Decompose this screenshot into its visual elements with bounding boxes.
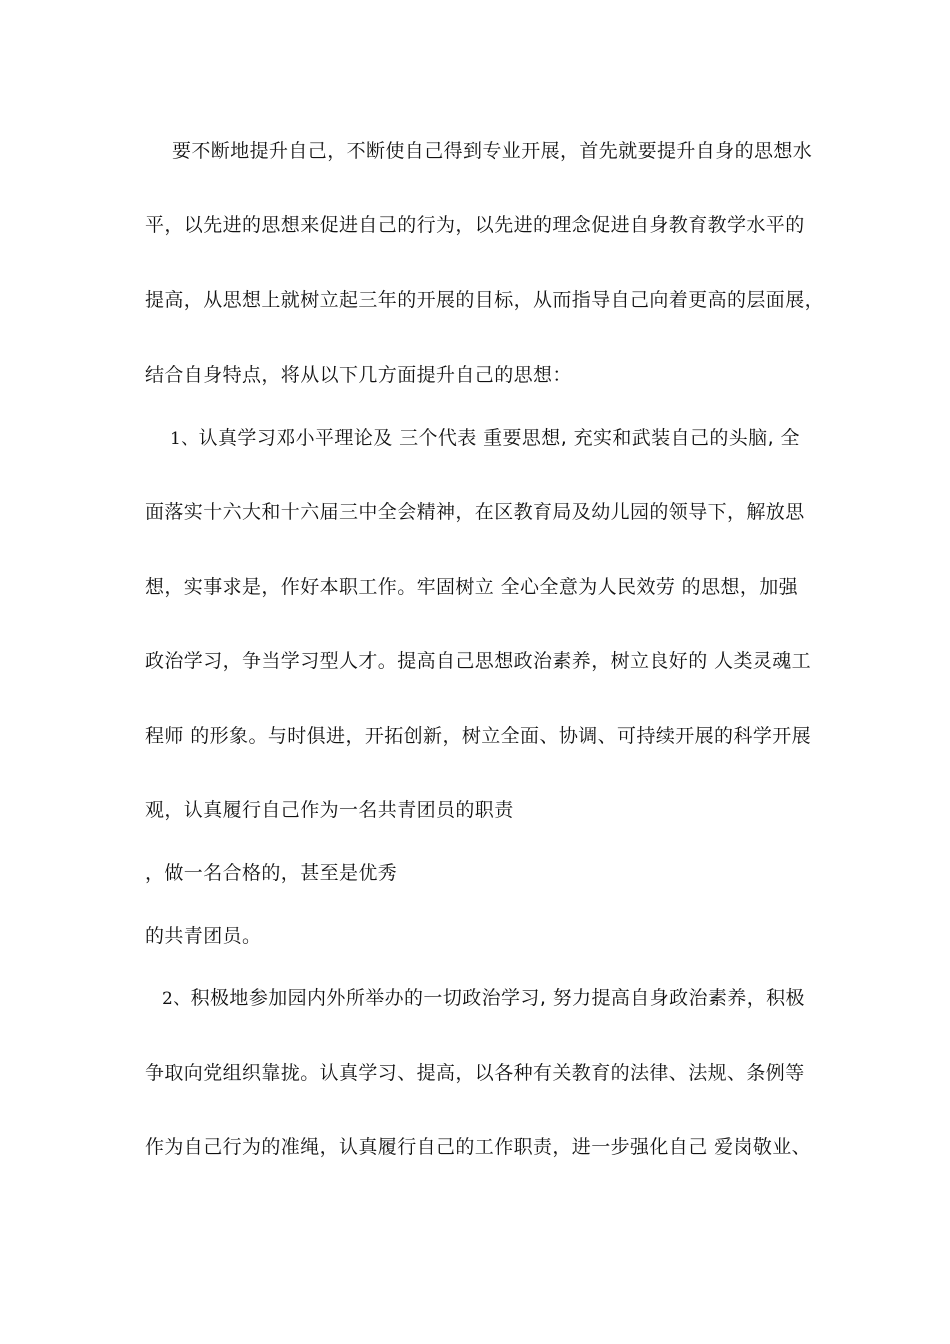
item-2-text: 积极地参加园内外所举办的一切政治学习, 努力提高自身政治素养，积极	[190, 987, 805, 1009]
paragraph-intro-line-2: 平，以先进的思想来促进自己的行为，以先进的理念促进自身教育教学水平的	[145, 214, 805, 236]
paragraph-intro-line-4: 结合自身特点，将从以下几方面提升自己的思想：	[145, 364, 572, 386]
item-1-number: 1、	[170, 429, 199, 449]
paragraph-intro-line-1: 要不断地提升自己，不断使自己得到专业开展，首先就要提升自身的思想水	[172, 140, 813, 162]
item-1-line-6: 观，认真履行自己作为一名共青团员的职责	[145, 799, 514, 821]
item-1-line-5: 程师 的形象。与时俱进，开拓创新，树立全面、协调、可持续开展的科学开展	[145, 725, 812, 747]
item-1-line-2: 面落实十六大和十六届三中全会精神，在区教育局及幼儿园的领导下，解放思	[145, 501, 805, 523]
item-2-number: 2、	[162, 989, 191, 1009]
item-1-line-3: 想，实事求是，作好本职工作。牢固树立 全心全意为人民效劳 的思想，加强	[145, 576, 799, 598]
item-2-line-1	[162, 985, 805, 1012]
item-1-line-1	[170, 425, 800, 452]
item-1-line-7: ，做一名合格的，甚至是优秀	[145, 862, 398, 884]
item-2-line-2: 争取向党组织靠拢。认真学习、提高，以各种有关教育的法律、法规、条例等	[145, 1062, 805, 1084]
paragraph-intro-line-3: 提高，从思想上就树立起三年的开展的目标，从而指导自己向着更高的层面展，	[145, 289, 825, 311]
item-1-line-8: 的共青团员。	[145, 925, 262, 947]
item-2-line-3: 作为自己行为的准绳，认真履行自己的工作职责，进一步强化自己 爱岗敬业、	[145, 1136, 812, 1158]
item-1-text: 认真学习邓小平理论及 三个代表 重要思想, 充实和武装自己的头脑, 全	[198, 427, 800, 449]
item-1-line-4: 政治学习，争当学习型人才。提高自己思想政治素养，树立良好的 人类灵魂工	[145, 650, 812, 672]
